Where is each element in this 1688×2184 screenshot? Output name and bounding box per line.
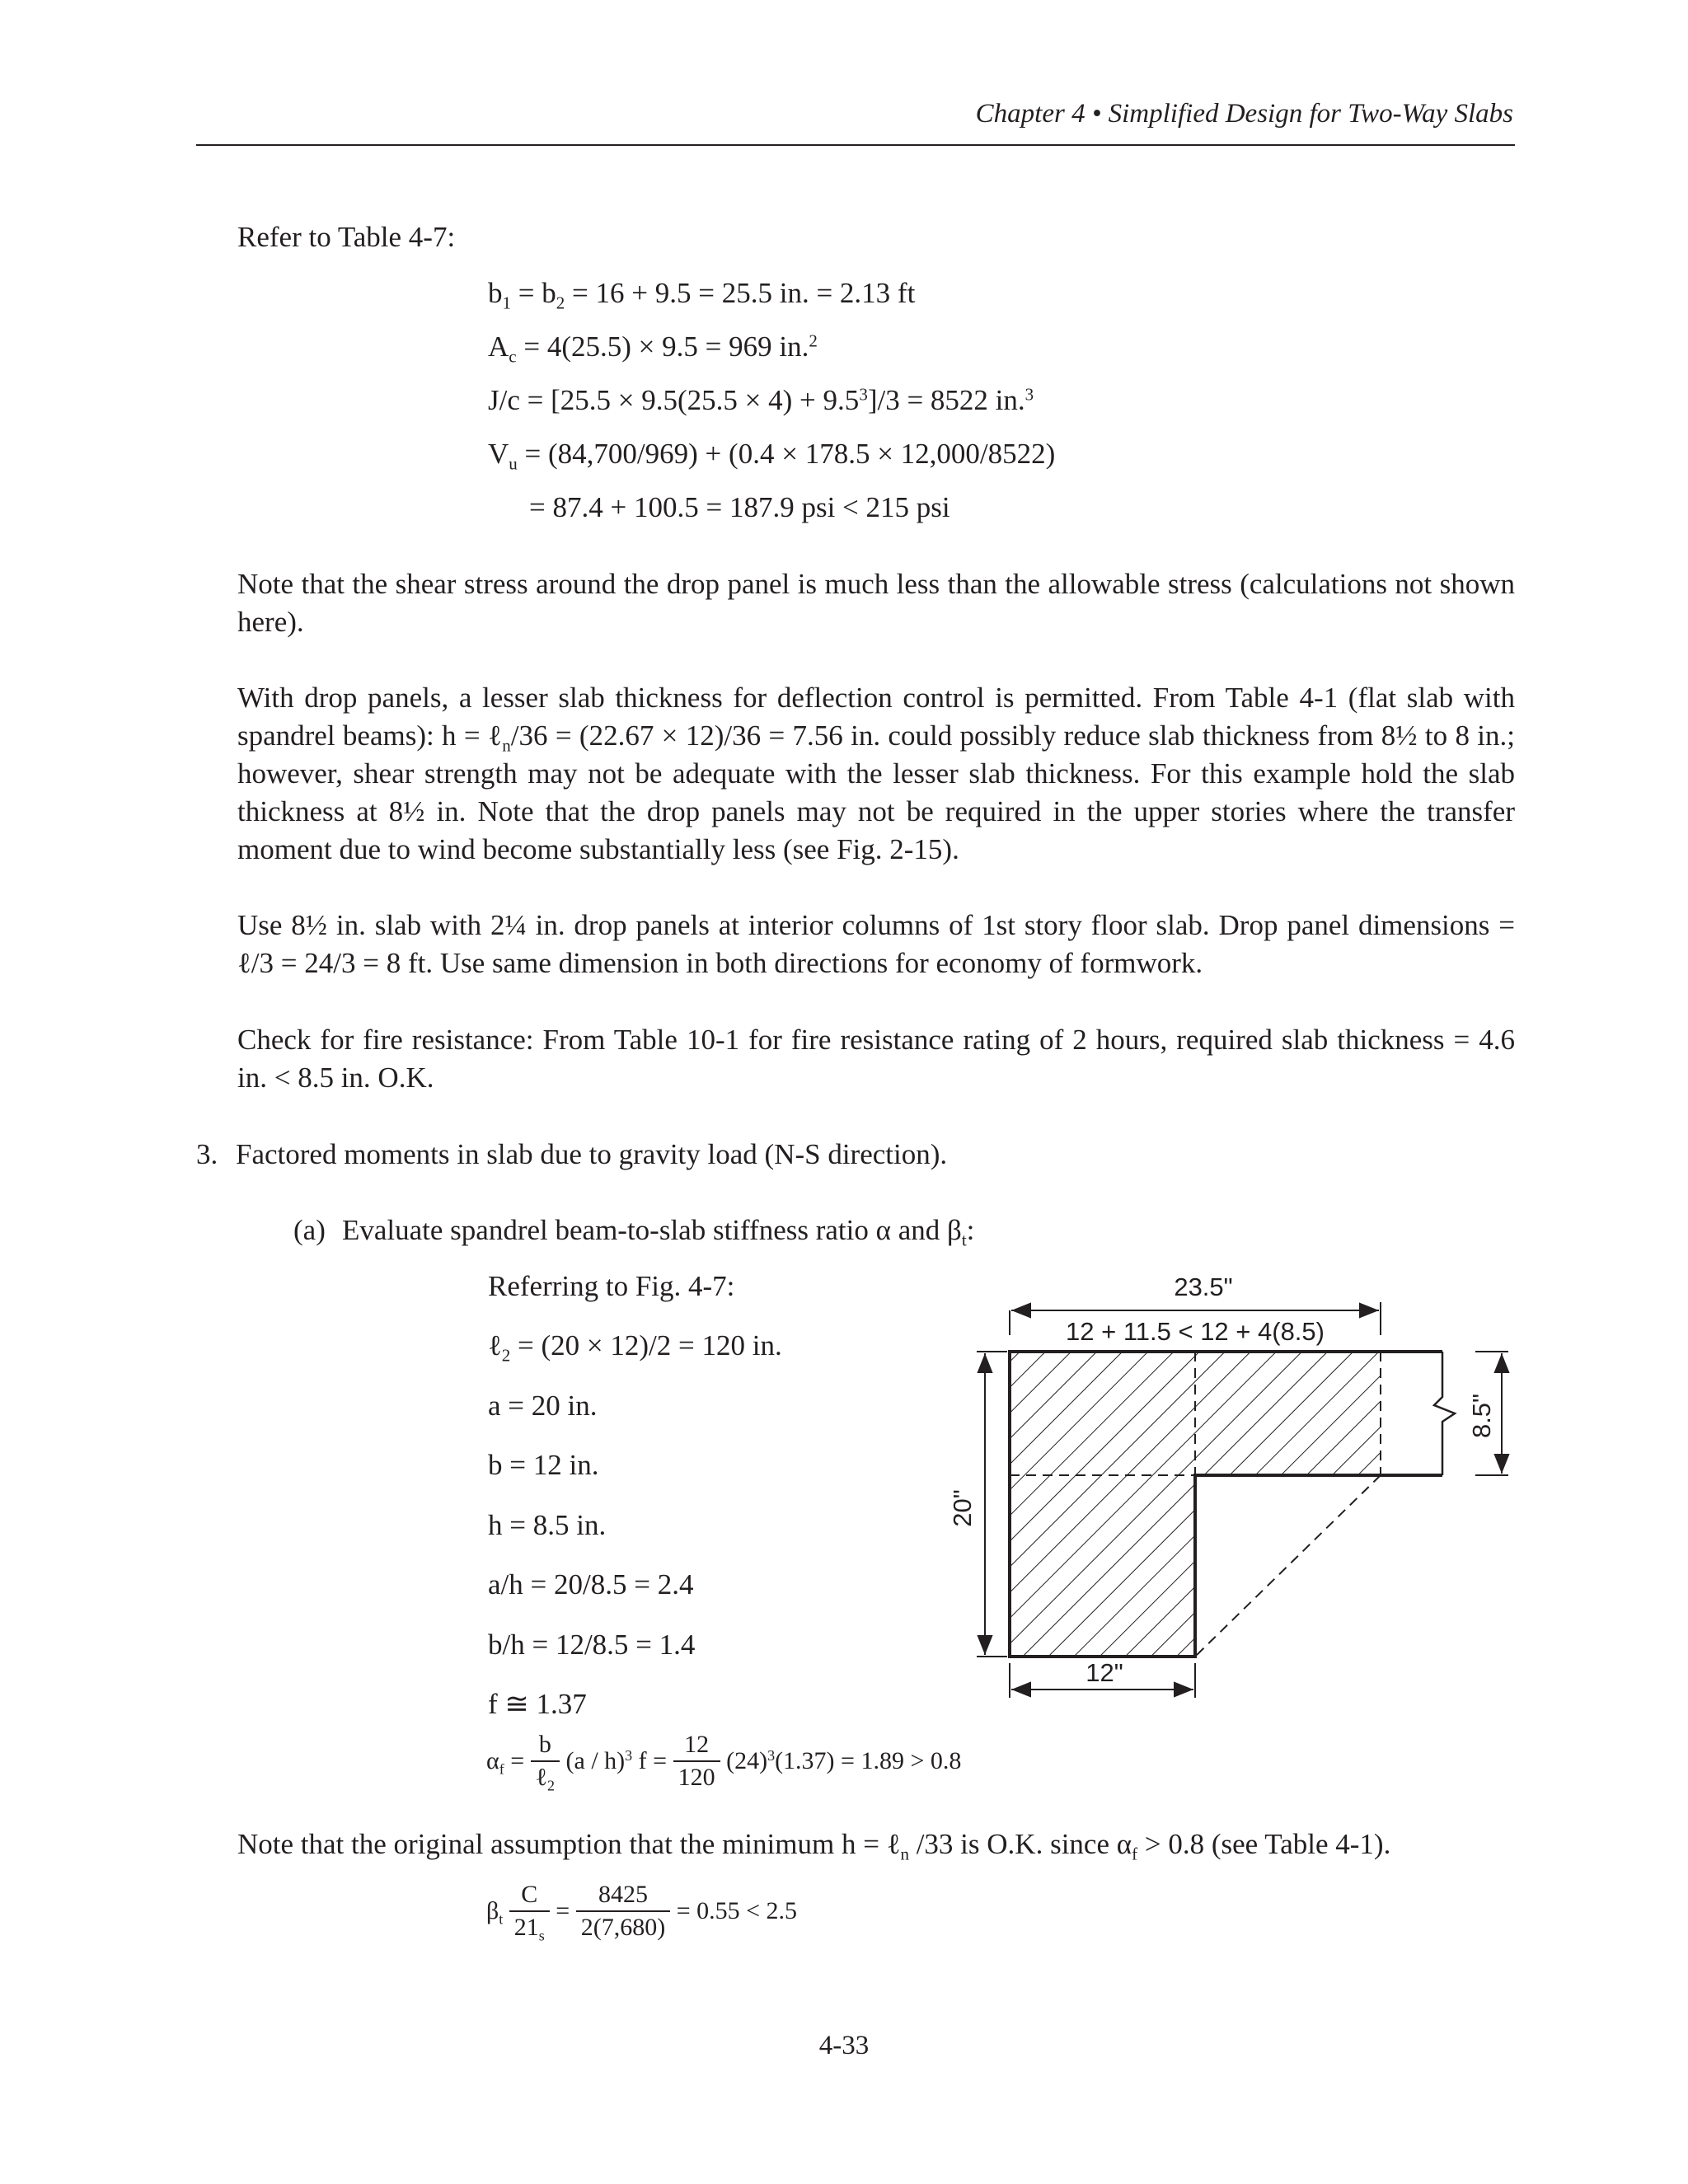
equation-beta-t (486, 1879, 797, 1943)
spandrel-beam-section-figure (948, 1269, 1541, 1731)
eq-rest: = (84,700/969) + (0.4 × 178.5 × 12,000/8522) (517, 438, 1056, 470)
step-title: Factored moments in slab due to gravity load (N-S direction). (236, 1138, 948, 1170)
beta-fraction-2 (576, 1879, 670, 1943)
alpha-sub: f (499, 1760, 504, 1778)
calc-h: h = 8.5 in. (488, 1509, 607, 1541)
calc-a: a = 20 in. (488, 1390, 598, 1422)
frac-num: b (531, 1729, 560, 1762)
frac-den-sub: s (538, 1927, 545, 1944)
equation-b1-b2 (488, 274, 915, 312)
substep-main: Evaluate spandrel beam-to-slab stiffness ratio α and β (342, 1214, 962, 1246)
alpha-24-sup: 3 (767, 1747, 776, 1765)
calc-ah: a/h = 20/8.5 = 2.4 (488, 1568, 694, 1601)
substep-end: : (966, 1214, 975, 1246)
beta-symbol: β (486, 1897, 499, 1924)
frac-den: 120 (678, 1764, 715, 1791)
alpha-ah-sup: 3 (625, 1747, 633, 1765)
calc-l2 (488, 1327, 782, 1365)
note-part-b: /33 is O.K. since α (908, 1828, 1132, 1860)
eq-b-symbol: b (488, 277, 503, 309)
eq-v-symbol: V (488, 438, 509, 470)
substep-text (342, 1212, 974, 1249)
frac-den: ℓ (535, 1764, 548, 1791)
note-sub-2: f (1132, 1844, 1138, 1864)
equation-ac (488, 328, 818, 366)
calc-ref: Referring to Fig. 4-7: (488, 1270, 735, 1302)
header-rule (196, 144, 1515, 146)
paragraph-use-slab: Use 8½ in. slab with 2¼ in. drop panels at interior columns of 1st story floor slab. Drop panel dimensions = ℓ/3 = 24/3 = 8 ft. Use same dimension in both directions for economy of formwork. (237, 909, 1515, 979)
eq-sup-2: 3 (1025, 384, 1034, 405)
eq-sub-u: u (509, 453, 518, 474)
calc-f: f ≅ 1.37 (488, 1688, 587, 1720)
p2-part-b: /36 = (22.67 × 12)/36 = 7.56 in. could possibly reduce slab thickness from 8½ to 8 in.; however, shear strength may not be adequate with the lesser slab thickness. For this example hold the slab thickness at 8½ in. Note that the drop panels may not be required in the upper stories where the transfer moment due to wind become substantially less (see Fig. 2-15). (237, 719, 1515, 865)
frac-num: 12 (673, 1729, 720, 1762)
alpha-eq: = (504, 1747, 531, 1774)
calc-l2-sub: 2 (501, 1345, 511, 1366)
p2-sub: n (502, 735, 511, 756)
p2-part-a: With drop panels, a lesser slab thickness for deflection control is permitted. From Table 4-1 (flat slab with spandrel beams): h = ℓ (237, 682, 1515, 752)
alpha-ah: (a / h) (565, 1747, 626, 1774)
frac-num: 8425 (576, 1879, 670, 1912)
beta-sub: t (499, 1910, 504, 1928)
note-part-a: Note that the original assumption that the minimum h = ℓ (237, 1828, 901, 1860)
substep-label: (a) (293, 1214, 326, 1246)
dashed-45-line (1195, 1475, 1381, 1657)
note-min-h (237, 1825, 1390, 1863)
eq-sub-1: 1 (502, 293, 511, 313)
calc-l2-symbol: ℓ (488, 1329, 502, 1361)
dim-top-expression: 12 + 11.5 < 12 + 4(8.5) (1066, 1317, 1325, 1346)
alpha-fraction-2 (673, 1729, 720, 1793)
running-header: Chapter 4 • Simplified Design for Two-Way Slabs (975, 99, 1513, 129)
alpha-f: f = (632, 1747, 673, 1774)
frac-den-sub: 2 (547, 1777, 556, 1794)
paragraph-drop-panels (237, 679, 1515, 869)
dim-right-label: 8.5" (1467, 1393, 1496, 1439)
paragraph-fire-resistance: Check for fire resistance: From Table 10-1 for fire resistance rating of 2 hours, required slab thickness = 4.6 in. < 8.5 in. O.K. (237, 1024, 1515, 1094)
page-number: 4-33 (818, 2031, 870, 2060)
substep-sub: t (961, 1230, 967, 1250)
dim-top-label: 23.5" (1174, 1272, 1233, 1301)
calc-bh: b/h = 12/8.5 = 1.4 (488, 1629, 696, 1661)
note-part-c: > 0.8 (see Table 4-1). (1137, 1828, 1391, 1860)
eq-rest: ]/3 = 8522 in. (867, 384, 1025, 416)
frac-den: 2(7,680) (580, 1914, 666, 1941)
beta-result: = 0.55 < 2.5 (676, 1897, 798, 1924)
equation-alpha-f (486, 1729, 961, 1793)
eq-rest: = 16 + 9.5 = 25.5 in. = 2.13 ft (565, 277, 916, 309)
eq-sub-c: c (509, 346, 517, 367)
eq-sub-2: 2 (556, 293, 565, 313)
dim-left-label: 20" (948, 1489, 977, 1527)
dim-bottom-label: 12" (1085, 1658, 1123, 1687)
alpha-24: (24) (726, 1747, 768, 1774)
refer-intro: Refer to Table 4-7: (237, 221, 456, 253)
eq-sup: 2 (809, 330, 818, 351)
equation-jc (488, 382, 1034, 419)
eq-rest: = 4(25.5) × 9.5 = 969 in. (516, 330, 809, 363)
calc-b: b = 12 in. (488, 1449, 599, 1481)
alpha-fraction-1 (531, 1729, 560, 1793)
frac-den: 21 (513, 1914, 539, 1941)
equation-vu (488, 435, 1055, 473)
alpha-symbol: α (486, 1747, 499, 1774)
equation-vu-result: = 87.4 + 100.5 = 187.9 psi < 215 psi (529, 491, 950, 523)
beta-eq: = (556, 1897, 576, 1924)
note-sub: n (900, 1844, 909, 1864)
frac-num: C (509, 1879, 550, 1912)
eq-sup: 3 (859, 384, 868, 405)
alpha-result: (1.37) = 1.89 > 0.8 (775, 1747, 962, 1774)
beta-fraction-1 (509, 1879, 550, 1943)
calc-l2-rest: = (20 × 12)/2 = 120 in. (510, 1329, 782, 1361)
paragraph-shear-note: Note that the shear stress around the drop panel is much less than the allowable stress (calculations not shown here). (237, 568, 1515, 638)
eq-mid: = b (511, 277, 556, 309)
step-number: 3. (196, 1138, 218, 1170)
slab-continuation (1381, 1352, 1442, 1475)
eq-lhs: J/c = [25.5 × 9.5(25.5 × 4) + 9.5 (488, 384, 860, 416)
eq-a-symbol: A (488, 330, 509, 363)
